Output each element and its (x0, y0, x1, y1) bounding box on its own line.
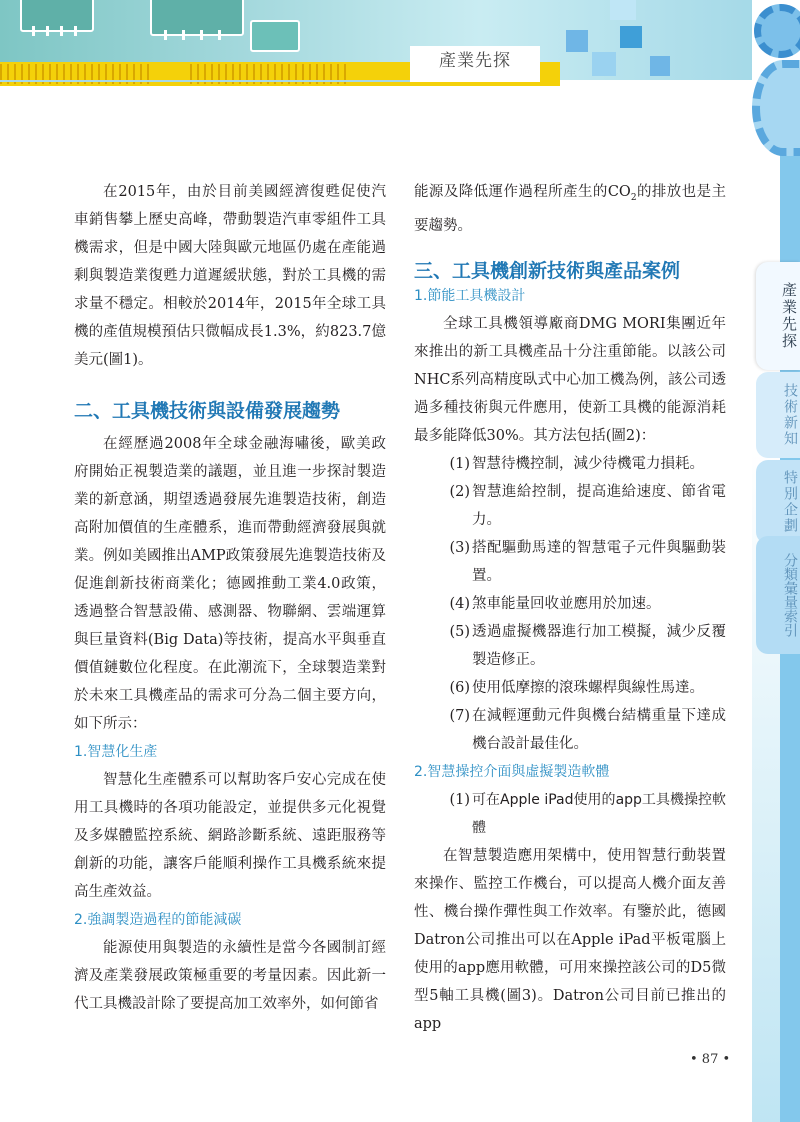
list-item-text: 在減輕運動元件與機台結構重量下達成機台設計最佳化。 (472, 707, 726, 752)
header-banner (0, 0, 800, 105)
paragraph: 在經歷過2008年全球金融海嘯後，歐美政府開始正視製造業的議題，並且進一步探討製造業的新意涵，期望透過發展先進製造技術，創造高附加價值的生產體系，進而帶動經濟發展與就業。例如美國推出AMP政策發展先進製造技術及促進創新技術商業化；德國推動工業4.0政策，透過整合智慧設備、感測器、物聯網、雲端運算與巨量資料(Big Data)等技術，提高水平與垂直價值鏈數位化程度。在此潮流下，全球製造業對於未來工具機產品的需求可分為二個主要方向，如下所示： (74, 436, 386, 732)
paragraph (414, 178, 726, 240)
subheading-energy-machine: 1.節能工具機設計 (414, 287, 526, 304)
paragraph-part: 能源及降低運作過程所產生的CO (414, 184, 631, 200)
list-item-text: 煞車能量回收並應用於加速。 (472, 595, 661, 612)
paragraph: 能源使用與製造的永續性是當今各國制訂經濟及產業發展政策極重要的考量因素。因此新一代工具機設計除了要提高加工效率外，如何節省 (74, 940, 386, 1012)
list-item (414, 534, 726, 590)
list-item-text: 可在Apple iPad使用的app工具機操控軟體 (472, 791, 726, 836)
list-item-number: (1) (449, 791, 470, 808)
list-item (414, 674, 726, 702)
tab-industry-outlook[interactable]: 產業先探 (756, 262, 800, 370)
paragraph: 在2015年，由於目前美國經濟復甦促使汽車銷售攀上歷史高峰，帶動製造汽車零組件工具機需求，但是中國大陸與歐元地區仍處在產能過剩與製造業復甦力道遲緩狀態，對於工具機的需求量不穩定。相較於2014年，2015年全球工具機的產值規模預估只微幅成長1.3%，約823.7億美元(圖1)。 (74, 184, 386, 368)
list-item-number: (3) (449, 539, 470, 556)
list-item (414, 702, 726, 758)
section-heading-3: 三、工具機創新技術與產品案例 (414, 259, 681, 282)
page-number: • 87 • (690, 1052, 731, 1067)
paragraph: 智慧化生產體系可以幫助客戶安心完成在使用工具機時的各項功能設定，並提供多元化視覺及多媒體監控系統、網路診斷系統、遠距服務等創新的功能，讓客戶能順利操作工具機系統來提高生產效益。 (74, 772, 386, 900)
subheading-smart-interface: 2.智慧操控介面與虛擬製造軟體 (414, 763, 610, 780)
list-item (414, 478, 726, 534)
list-item-number: (2) (449, 483, 470, 500)
subheading-smart-production: 1.智慧化生產 (74, 744, 158, 760)
list-item-number: (4) (449, 595, 470, 612)
paragraph-part: 的排放也是主要趨勢。 (414, 184, 727, 234)
paragraph: 在智慧製造應用架構中，使用智慧行動裝置來操作、監控工作機台，可以提高人機介面友善性、機台操作彈性與工作效率。有鑒於此，德國Datron公司推出可以在Apple iPad平板電腦上使用的app應用軟體，可用來操控該公司的D5微型5軸工具機(圖3)。Datron公司目前已推出的app (414, 847, 726, 1032)
left-column (74, 178, 386, 1018)
circuit-chip-icon (150, 0, 244, 36)
tab-tech-news[interactable]: 技術新知 (756, 372, 800, 458)
tab-special-feature[interactable]: 特別企劃 (756, 460, 800, 544)
subheading-energy-saving: 2.強調製造過程的節能減碳 (74, 912, 242, 928)
decorative-square (610, 0, 636, 20)
list-item-text: 智慧待機控制，減少待機電力損耗。 (472, 455, 704, 472)
decorative-square (592, 52, 616, 76)
list-item-text: 使用低摩擦的滾珠螺桿與線性馬達。 (472, 679, 704, 696)
circuit-chip-icon (250, 20, 300, 52)
decorative-square (620, 26, 642, 48)
list-item-number: (5) (449, 623, 470, 640)
list-item-text: 搭配驅動馬達的智慧電子元件與驅動裝置。 (472, 539, 726, 584)
tab-classified-index[interactable]: 分類彙量索引 (756, 536, 800, 654)
section-heading-2: 二、工具機技術與設備發展趨勢 (74, 400, 341, 422)
decorative-square (650, 56, 670, 76)
list-item-text: 透過虛擬機器進行加工模擬，減少反覆製造修正。 (472, 623, 726, 668)
list-item-number: (1) (449, 455, 470, 472)
list-item (414, 450, 726, 478)
list-item-text: 智慧進給控制，提高進給速度、節省電力。 (472, 483, 726, 528)
section-label: 產業先探 (410, 46, 540, 82)
list-item (414, 618, 726, 674)
paragraph: 全球工具機領導廠商DMG MORI集團近年來推出的新工具機產品十分注重節能。以該公司NHC系列高精度臥式中心加工機為例，該公司透過多種技術與元件應用，使新工具機的能源消耗最多能降低30%。其方法包括(圖2)： (414, 315, 726, 444)
list-item-number: (6) (449, 679, 470, 696)
right-column (414, 178, 726, 1038)
circuit-chip-icon (20, 0, 94, 32)
decorative-square (566, 30, 588, 52)
gear-icon (754, 4, 800, 58)
list-item (414, 786, 726, 842)
subscript: 2 (630, 192, 637, 203)
side-tab-bar (752, 0, 800, 1122)
list-item (414, 590, 726, 618)
list-item-number: (7) (449, 707, 470, 724)
